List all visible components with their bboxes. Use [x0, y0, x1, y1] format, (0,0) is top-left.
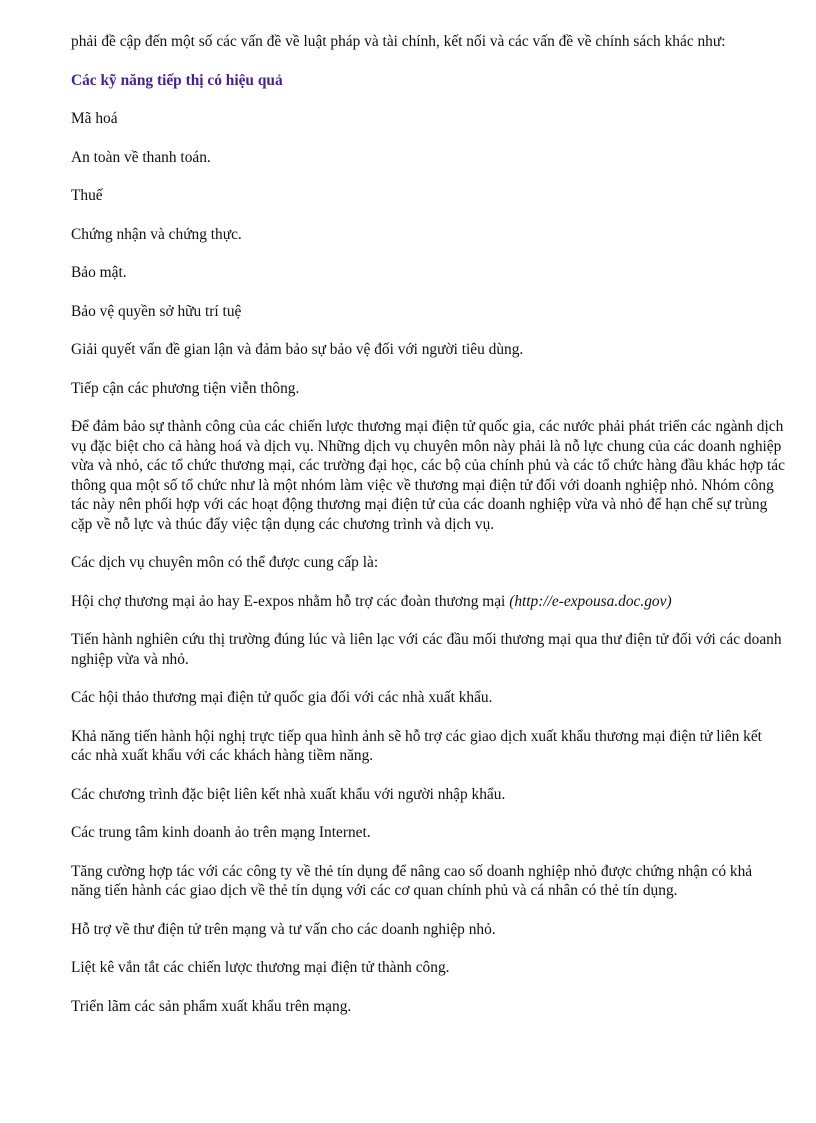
service-item: Khả năng tiến hành hội nghị trực tiếp qua hình ảnh sẽ hỗ trợ các giao dịch xuất khẩu thương mại điện tử liên kết các nhà xuất khẩu với các khách hàng tiềm năng.: [71, 727, 762, 764]
policy-item: Thuế: [71, 187, 103, 204]
services-intro: Các dịch vụ chuyên môn có thể được cung cấp là:: [71, 554, 379, 571]
service-item: Các hội thảo thương mại điện tử quốc gia đối với các nhà xuất khẩu.: [71, 689, 493, 706]
policy-item: Bảo vệ quyền sở hữu trí tuệ: [71, 302, 242, 320]
service-item: Tiến hành nghiên cứu thị trường đúng lúc và liên lạc với các đầu mối thương mại qua thư điện tử đối với các doanh nghiệp vừa và nhỏ.: [71, 631, 782, 668]
service-item-expo: [71, 592, 785, 612]
policy-item: Mã hoá: [71, 110, 118, 127]
service-item: Tăng cường hợp tác với các công ty về thẻ tín dụng để nâng cao số doanh nghiệp nhỏ được chứng nhận có khả năng tiến hành các giao dịch về thẻ tín dụng với các cơ quan chính phủ và cá nhân có thẻ tín dụng.: [71, 862, 753, 899]
policy-item: Bảo mật.: [71, 264, 127, 281]
policy-item: Chứng nhận và chứng thực.: [71, 225, 242, 243]
service-item: Liệt kê vắn tắt các chiến lược thương mại điện tử thành công.: [71, 959, 450, 976]
service-item: Các chương trình đặc biệt liên kết nhà xuất khẩu với người nhập khẩu.: [71, 785, 506, 803]
service-item: Hỗ trợ về thư điện tử trên mạng và tư vấn cho các doanh nghiệp nhỏ.: [71, 920, 496, 938]
body-paragraph: Để đảm bảo sự thành công của các chiến lược thương mại điện tử quốc gia, các nước phải phát triển các ngành dịch vụ đặc biệt cho cả hàng hoá và dịch vụ. Những dịch vụ chuyên môn này phải là nỗ lực chung của các doanh nghiệp vừa và nhỏ, các tổ chức thương mại, các trường đại học, các bộ của chính phủ và các tổ chức hàng đầu khác hợp tác thông qua một số tổ chức như là một nhóm làm việc về thương mại điện tử đối với doanh nghiệp nhỏ. Nhóm công tác này nên phối hợp với các hoạt động thương mại điện tử của các doanh nghiệp vừa và nhỏ để hạn chế sự trùng cặp về nỗ lực và thúc đẩy việc tận dụng các chương trình và dịch vụ.: [71, 418, 785, 533]
expo-text: Hội chợ thương mại ảo hay E-expos nhằm hỗ trợ các đoàn thương mại: [71, 592, 506, 610]
policy-item: Giải quyết vấn đề gian lận và đảm bảo sự bảo vệ đối với người tiêu dùng.: [71, 341, 524, 358]
expo-url: (http://e-expousa.doc.gov): [509, 592, 672, 610]
service-item: Triển lãm các sản phẩm xuất khẩu trên mạng.: [71, 997, 352, 1015]
policy-item: An toàn về thanh toán.: [71, 148, 211, 166]
service-item: Các trung tâm kinh doanh ảo trên mạng Internet.: [71, 824, 371, 841]
policy-item: Tiếp cận các phương tiện viễn thông.: [71, 379, 300, 397]
intro-paragraph: phải đề cập đến một số các vấn đề về luật pháp và tài chính, kết nối và các vấn đề về chính sách khác như:: [71, 33, 726, 50]
section-heading: Các kỹ năng tiếp thị có hiệu quả: [71, 71, 283, 89]
document-body: [71, 32, 785, 1035]
